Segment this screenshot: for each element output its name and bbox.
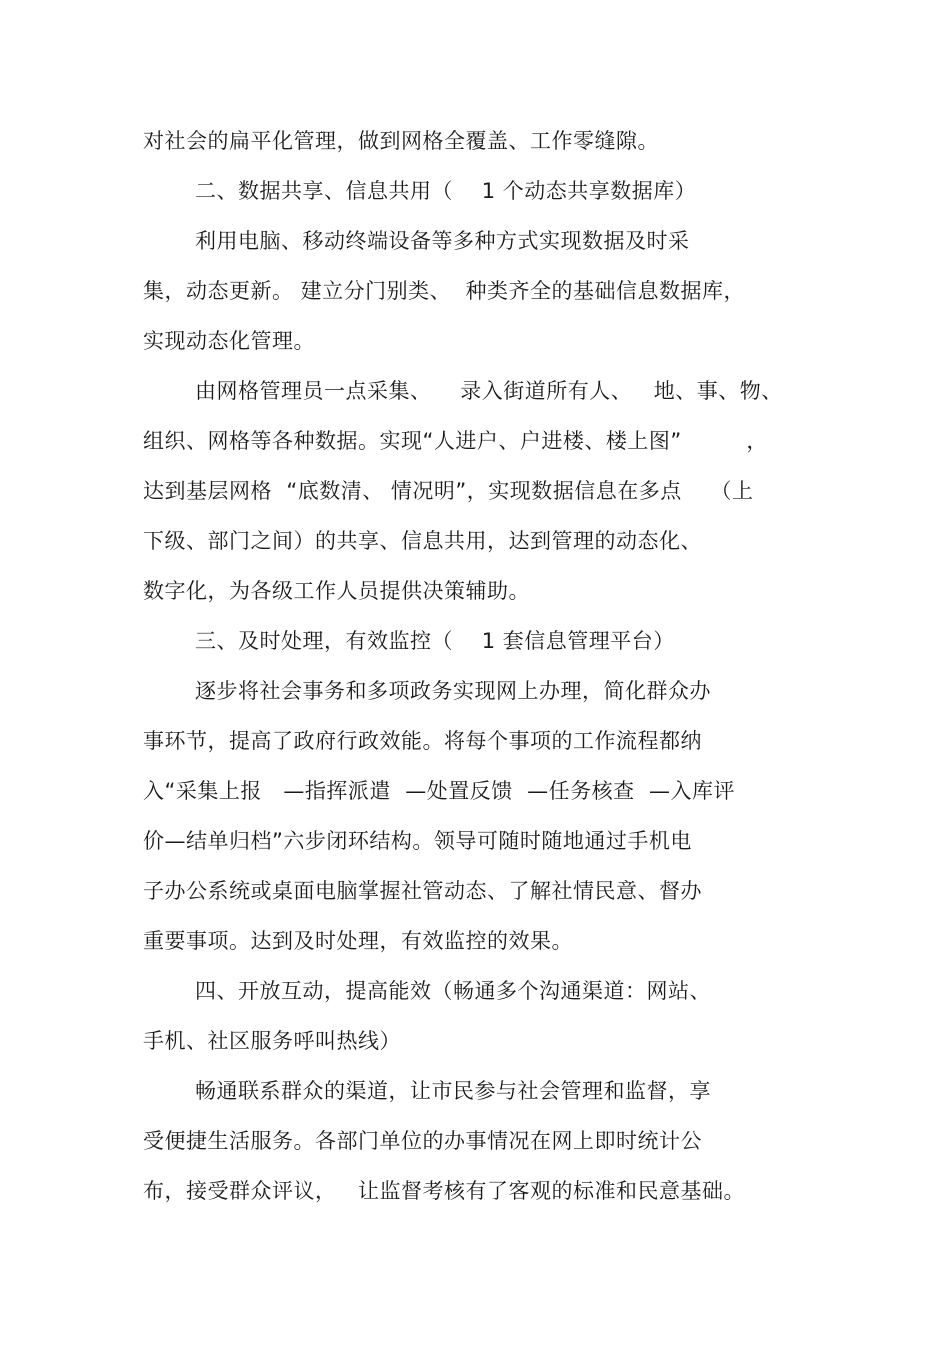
text-line-9: 下级、部门之间）的共享、信息共用，达到管理的动态化、 <box>143 529 702 553</box>
section-heading-4: 四、开放互动，提高能效（畅通多个沟通渠道：网站、 <box>195 979 711 1003</box>
text-line-17: 重要事项。达到及时处理，有效监控的效果。 <box>143 929 573 953</box>
text-line-7: 组织、网格等各种数据。实现“人进户、户进楼、楼上图” ， <box>143 429 768 453</box>
text-line-5: 实现动态化管理。 <box>143 329 315 353</box>
text-line-3: 利用电脑、移动终端设备等多种方式实现数据及时采 <box>195 229 690 253</box>
text-line-6: 由网格管理员一点采集、 录入街道所有人、 地、事、物、 <box>195 379 783 403</box>
text-line-19: 手机、社区服务呼叫热线） <box>143 1029 401 1053</box>
text-line-1: 对社会的扁平化管理，做到网格全覆盖、工作零缝隙。 <box>143 129 659 153</box>
text-line-14: 入“采集上报 —指挥派遣 —处置反馈 —任务核查 —入库评 <box>143 779 735 803</box>
text-line-16: 子办公系统或桌面电脑掌握社管动态、了解社情民意、督办 <box>143 879 702 903</box>
text-line-15: 价—结单归档”六步闭环结构。领导可随时随地通过手机电 <box>143 829 692 853</box>
text-line-12: 逐步将社会事务和多项政务实现网上办理，简化群众办 <box>195 679 711 703</box>
text-line-4: 集，动态更新。 建立分门别类、 种类齐全的基础信息数据库， <box>143 279 746 303</box>
text-line-8: 达到基层网格 “底数清、 情况明”，实现数据信息在多点 （上 <box>143 479 754 503</box>
text-line-20: 畅通联系群众的渠道，让市民参与社会管理和监督，享 <box>195 1079 711 1103</box>
text-line-13: 事环节，提高了政府行政效能。将每个事项的工作流程都纳 <box>143 729 702 753</box>
text-line-21: 受便捷生活服务。各部门单位的办事情况在网上即时统计公 <box>143 1129 702 1153</box>
section-heading-3: 三、及时处理，有效监控（ 1 套信息管理平台） <box>195 629 675 653</box>
section-heading-2: 二、数据共享、信息共用（ 1 个动态共享数据库） <box>195 179 697 203</box>
text-line-10: 数字化，为各级工作人员提供决策辅助。 <box>143 579 530 603</box>
text-line-22: 布，接受群众评议， 让监督考核有了客观的标准和民意基础。 <box>143 1179 746 1203</box>
